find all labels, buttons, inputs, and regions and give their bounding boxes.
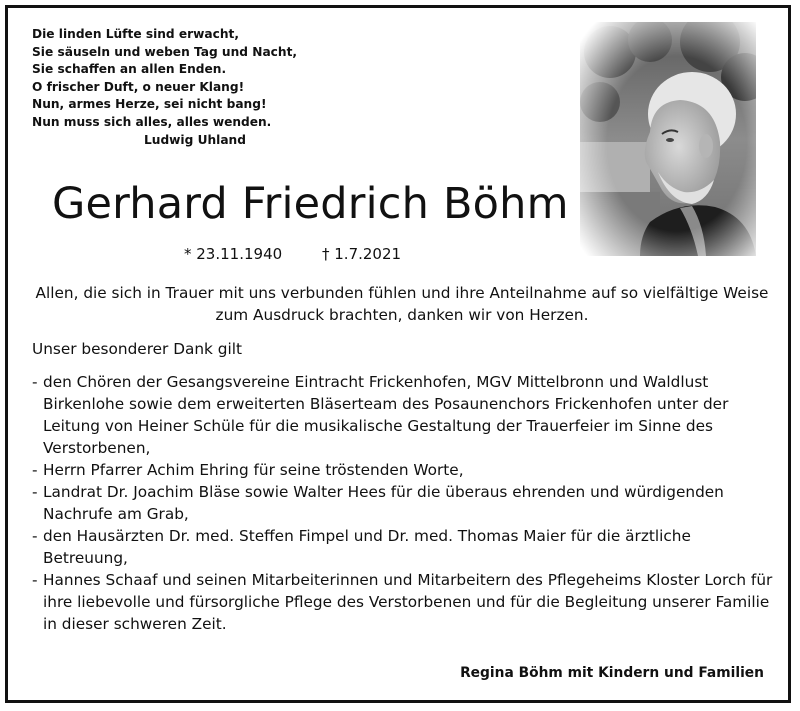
list-item (32, 459, 780, 481)
list-line: Betreuung, (43, 549, 128, 567)
poem-line: Nun, armes Herze, sei nicht bang! (32, 97, 267, 112)
list-item (32, 481, 780, 525)
list-item (32, 569, 780, 635)
list-line: Herrn Pfarrer Achim Ehring für seine tröstenden Worte, (43, 461, 464, 479)
poem (32, 26, 297, 149)
list-dash: - (32, 483, 38, 501)
poem-line: Die linden Lüfte sind erwacht, (32, 27, 240, 41)
thanks-paragraph (28, 282, 776, 326)
signature: Regina Böhm mit Kindern und Familien (460, 665, 764, 681)
thanks-line: Allen, die sich in Trauer mit uns verbunden fühlen und ihre Anteilnahme auf so vielfältige Weise (35, 284, 769, 302)
poem-line: O frischer Duft, o neuer Klang! (32, 79, 245, 94)
poem-author: Ludwig Uhland (144, 132, 246, 147)
list-line: den Chören der Gesangsvereine Eintracht Frickenhofen, MGV Mittelbronn und Waldlust (43, 373, 709, 391)
list-line: in dieser schweren Zeit. (43, 615, 227, 633)
list-item (32, 525, 780, 569)
list-line: Verstorbenen, (43, 439, 151, 457)
list-dash: - (32, 373, 38, 391)
portrait-photo-graphic (580, 22, 756, 256)
list-line: den Hausärzten Dr. med. Steffen Fimpel und Dr. med. Thomas Maier für die ärztliche (43, 527, 691, 545)
thanks-line: zum Ausdruck brachten, danken wir von Herzen. (215, 306, 589, 324)
list-line: Nachrufe am Grab, (43, 505, 189, 523)
list-line: Hannes Schaaf und seinen Mitarbeiterinnen und Mitarbeitern des Pflegeheims Kloster Lorch für (43, 571, 773, 589)
special-thanks-intro: Unser besonderer Dank gilt (32, 340, 242, 358)
list-line: ihre liebevolle und fürsorgliche Pflege des Verstorbenen und für die Begleitung unserer Familie (43, 593, 770, 611)
poem-line: Sie schaffen an allen Enden. (32, 62, 227, 77)
poem-line: Nun muss sich alles, alles wenden. (32, 114, 272, 129)
poem-line: Sie säuseln und weben Tag und Nacht, (32, 44, 298, 59)
list-line: Leitung von Heiner Schüle für die musikalische Gestaltung der Trauerfeier im Sinne des (43, 417, 713, 435)
birth-date: * 23.11.1940 (184, 245, 283, 263)
list-item (32, 371, 780, 459)
list-dash: - (32, 461, 38, 479)
list-dash: - (32, 527, 38, 545)
list-dash: - (32, 571, 38, 589)
portrait-photo-icon (580, 22, 756, 256)
deceased-name: Gerhard Friedrich Böhm (52, 179, 569, 229)
list-line: Birkenlohe sowie dem erweiterten Bläserteam des Posaunenchors Frickenhofen unter der (43, 395, 729, 413)
list-line: Landrat Dr. Joachim Bläse sowie Walter Hees für die überaus ehrenden und würdigenden (43, 483, 724, 501)
death-date: † 1.7.2021 (322, 245, 402, 263)
thanks-list (32, 371, 780, 635)
